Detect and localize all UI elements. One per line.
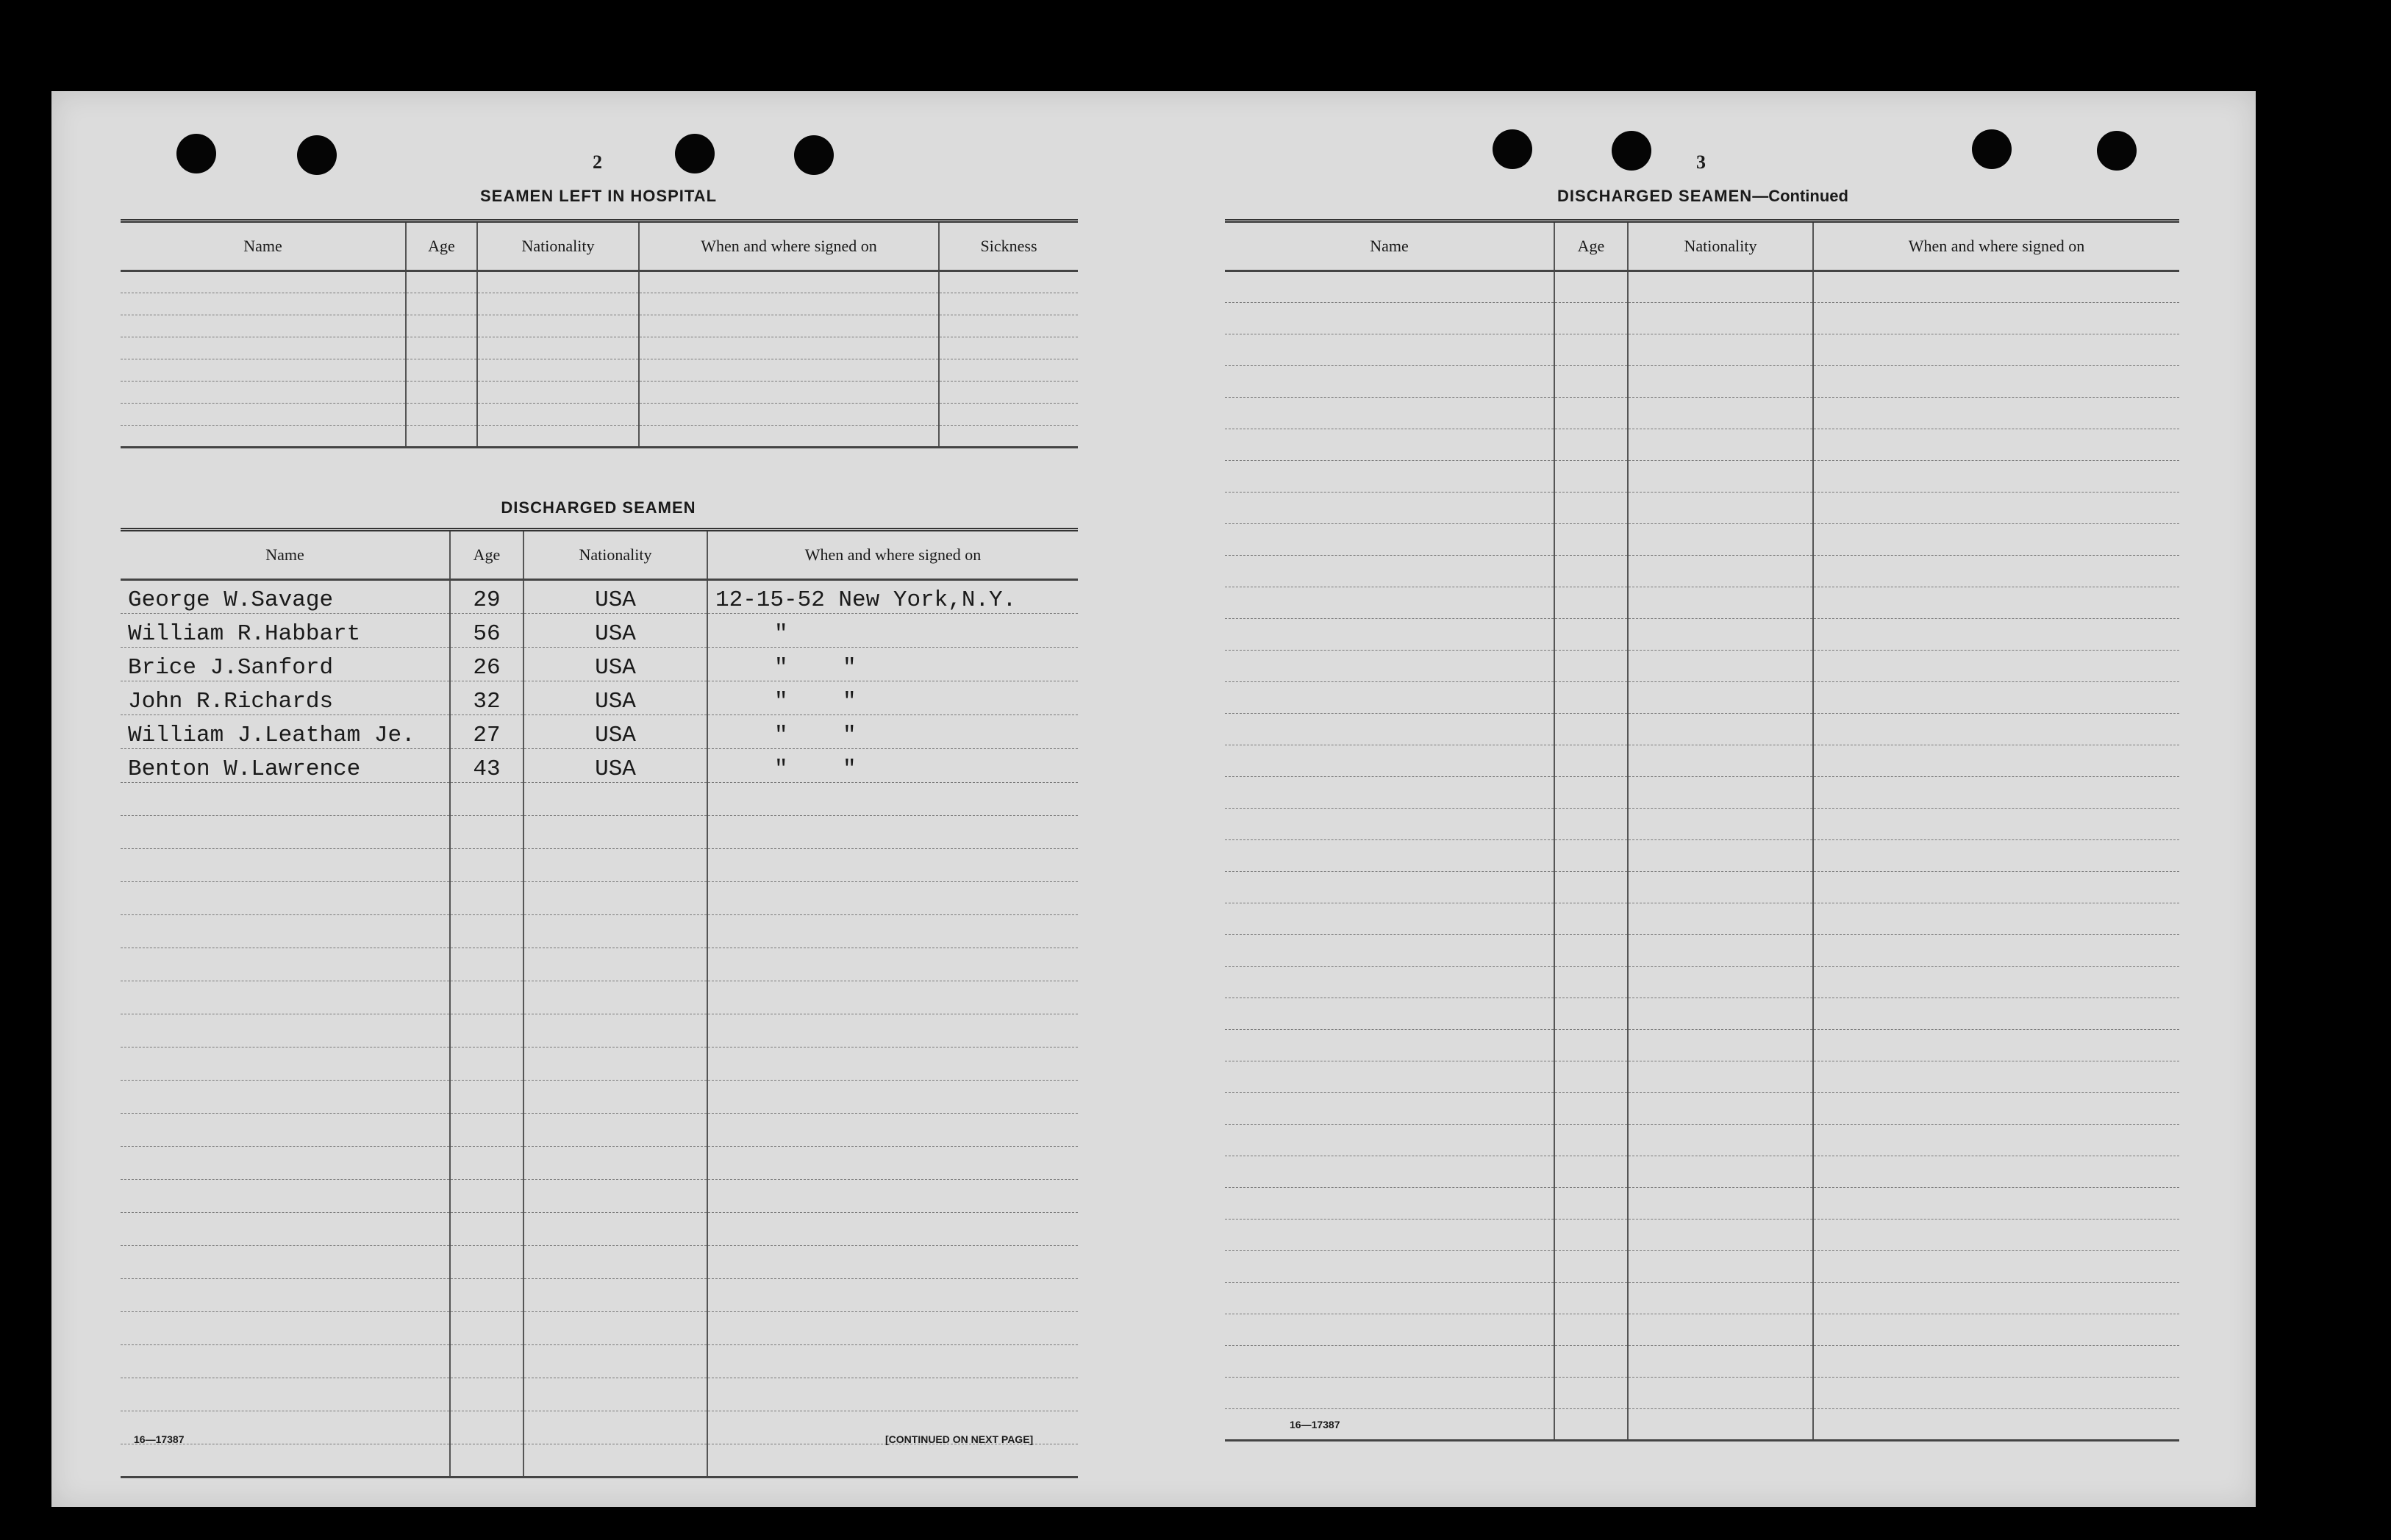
- table-header-row: [121, 221, 1078, 271]
- seaman-nationality: USA: [523, 749, 707, 783]
- table-row: [121, 681, 1078, 715]
- table-row: [1225, 1220, 2179, 1251]
- seaman-nationality: USA: [523, 648, 707, 681]
- table-row: [1225, 714, 2179, 745]
- table-row: [121, 337, 1078, 359]
- seaman-age: 29: [450, 580, 523, 614]
- table-row: [121, 816, 1078, 849]
- table-row: [121, 981, 1078, 1014]
- table-row: [1225, 809, 2179, 840]
- discharged-section-title: DISCHARGED SEAMEN: [501, 498, 696, 517]
- column-header: Age: [1554, 221, 1628, 271]
- table-row: [1225, 1093, 2179, 1125]
- right-page: [1154, 91, 2256, 1507]
- seaman-signed-on: " ": [707, 715, 1078, 749]
- column-header: When and where signed on: [639, 221, 939, 271]
- column-header: Age: [450, 530, 523, 580]
- table-row: [1225, 1314, 2179, 1346]
- seaman-signed-on: 12-15-52 New York,N.Y.: [707, 580, 1078, 614]
- seaman-age: 56: [450, 614, 523, 648]
- form-number: 16—17387: [134, 1433, 185, 1445]
- table-row: [1225, 935, 2179, 967]
- table-row: [121, 1047, 1078, 1081]
- table-row: [1225, 461, 2179, 493]
- column-header: When and where signed on: [1813, 221, 2179, 271]
- table-row: [121, 882, 1078, 915]
- column-header: Nationality: [523, 530, 707, 580]
- table-row: [1225, 777, 2179, 809]
- discharged-continued-title: [1225, 187, 2181, 206]
- seaman-nationality: USA: [523, 681, 707, 715]
- column-header: Nationality: [477, 221, 639, 271]
- seaman-signed-on: " ": [707, 648, 1078, 681]
- table-row: [121, 293, 1078, 315]
- table-row: [1225, 303, 2179, 334]
- column-header: Sickness: [939, 221, 1078, 271]
- form-number: 16—17387: [1290, 1419, 1340, 1430]
- seaman-age: 26: [450, 648, 523, 681]
- table-row: [121, 783, 1078, 816]
- seaman-age: 32: [450, 681, 523, 715]
- table-row: [1225, 524, 2179, 556]
- column-header: Name: [121, 530, 450, 580]
- table-row: [121, 715, 1078, 749]
- table-row: [1225, 493, 2179, 524]
- column-header: Name: [1225, 221, 1554, 271]
- seaman-name: William R.Habbart: [121, 614, 450, 648]
- table-row: [121, 849, 1078, 882]
- table-row: [1225, 903, 2179, 935]
- seaman-name: John R.Richards: [121, 681, 450, 715]
- table-row: [1225, 1188, 2179, 1220]
- table-row: [1225, 1125, 2179, 1156]
- column-header: Age: [406, 221, 477, 271]
- table-row: [1225, 872, 2179, 903]
- table-row: [1225, 556, 2179, 587]
- table-row: [121, 915, 1078, 948]
- table-row: [121, 1279, 1078, 1312]
- table-row: [121, 648, 1078, 681]
- left-page: [51, 91, 1154, 1507]
- table-row: [121, 1246, 1078, 1279]
- table-row: [121, 382, 1078, 404]
- continued-note: [CONTINUED ON NEXT PAGE]: [885, 1433, 1034, 1445]
- seaman-nationality: USA: [523, 580, 707, 614]
- seaman-name: George W.Savage: [121, 580, 450, 614]
- table-row: [1225, 1378, 2179, 1409]
- table-row: [1225, 967, 2179, 998]
- seaman-name: Benton W.Lawrence: [121, 749, 450, 783]
- table-row: [121, 271, 1078, 293]
- table-row: [1225, 840, 2179, 872]
- table-row: [121, 1081, 1078, 1114]
- table-row: [1225, 619, 2179, 651]
- title-continued: —Continued: [1752, 187, 1848, 205]
- table-row: [121, 580, 1078, 614]
- seaman-age: 27: [450, 715, 523, 749]
- table-row: [121, 359, 1078, 382]
- discharged-continued-table: [1225, 219, 2179, 1441]
- table-row: [121, 1014, 1078, 1047]
- table-row: [1225, 398, 2179, 429]
- seaman-nationality: USA: [523, 614, 707, 648]
- table-row: [121, 404, 1078, 426]
- table-row: [1225, 1283, 2179, 1314]
- page-number: 3: [1696, 151, 1706, 173]
- table-row: [1225, 651, 2179, 682]
- table-row: [121, 1180, 1078, 1213]
- hospital-table: [121, 219, 1078, 448]
- column-header: When and where signed on: [707, 530, 1078, 580]
- discharged-table: [121, 528, 1078, 1478]
- table-row: [1225, 366, 2179, 398]
- seaman-nationality: USA: [523, 715, 707, 749]
- page-number: 2: [593, 151, 602, 173]
- seaman-signed-on: ": [707, 614, 1078, 648]
- table-row: [1225, 1156, 2179, 1188]
- table-row: [1225, 745, 2179, 777]
- table-row: [1225, 587, 2179, 619]
- seaman-signed-on: " ": [707, 681, 1078, 715]
- table-row: [1225, 998, 2179, 1030]
- table-row: [1225, 334, 2179, 366]
- table-row: [121, 426, 1078, 448]
- hospital-section-title: SEAMEN LEFT IN HOSPITAL: [479, 187, 718, 205]
- table-row: [121, 749, 1078, 783]
- table-row: [121, 948, 1078, 981]
- table-row: [1225, 1346, 2179, 1378]
- seaman-signed-on: " ": [707, 749, 1078, 783]
- table-header-row: [1225, 221, 2179, 271]
- table-row: [1225, 1030, 2179, 1061]
- table-row: [121, 1444, 1078, 1478]
- title-main: DISCHARGED SEAMEN: [1557, 187, 1753, 205]
- seaman-age: 43: [450, 749, 523, 783]
- document-sheet: [51, 91, 2256, 1507]
- table-header-row: [121, 530, 1078, 580]
- seaman-name: Brice J.Sanford: [121, 648, 450, 681]
- table-row: [1225, 682, 2179, 714]
- table-row: [1225, 429, 2179, 461]
- table-row: [121, 1345, 1078, 1378]
- table-row: [121, 1213, 1078, 1246]
- table-row: [121, 1147, 1078, 1180]
- seaman-name: William J.Leatham Je.: [121, 715, 450, 749]
- table-row: [121, 1312, 1078, 1345]
- table-row: [121, 315, 1078, 337]
- column-header: Nationality: [1628, 221, 1813, 271]
- table-row: [121, 614, 1078, 648]
- table-row: [1225, 271, 2179, 303]
- table-row: [1225, 1061, 2179, 1093]
- table-row: [1225, 1251, 2179, 1283]
- table-row: [1225, 1409, 2179, 1441]
- table-row: [121, 1114, 1078, 1147]
- column-header: Name: [121, 221, 406, 271]
- table-row: [121, 1378, 1078, 1411]
